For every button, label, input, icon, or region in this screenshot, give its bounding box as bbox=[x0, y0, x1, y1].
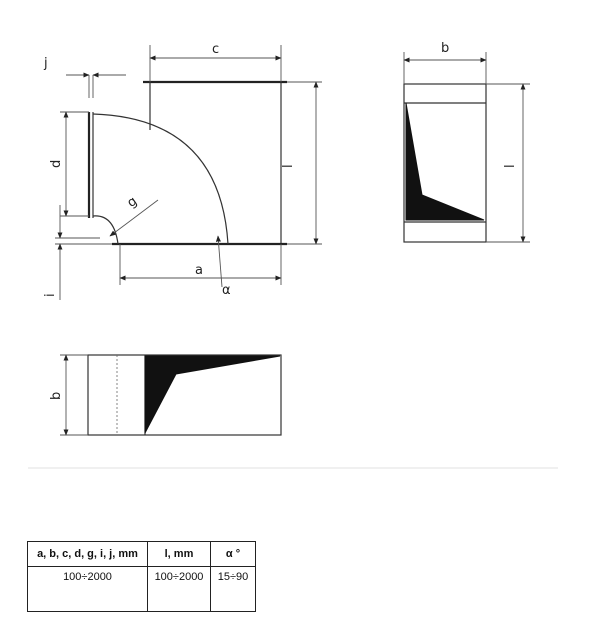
label-g: g bbox=[124, 193, 141, 211]
bottom-view-shading bbox=[145, 356, 280, 433]
spec-table bbox=[27, 541, 256, 612]
label-alpha: α bbox=[222, 283, 231, 298]
label-a: a bbox=[195, 263, 203, 278]
outer-elbow-curve bbox=[93, 114, 228, 244]
label-b-top: b bbox=[441, 41, 450, 56]
cell-dimensions-range: 100÷2000 bbox=[28, 567, 148, 612]
side-view bbox=[404, 41, 530, 242]
label-j: j bbox=[44, 56, 48, 71]
label-l-side: l bbox=[503, 164, 518, 168]
cell-angle-range: 15÷90 bbox=[211, 567, 256, 612]
table-header-row bbox=[28, 542, 256, 567]
cell-length-range: 100÷2000 bbox=[148, 567, 211, 612]
table-row bbox=[28, 567, 256, 612]
bottom-view bbox=[49, 355, 281, 435]
label-d: d bbox=[49, 159, 64, 168]
label-c: c bbox=[212, 42, 220, 57]
label-l-front: l bbox=[281, 164, 296, 168]
front-view bbox=[43, 42, 322, 300]
header-angle: α ° bbox=[211, 542, 256, 567]
side-view-shading bbox=[406, 103, 484, 220]
label-b-bottom: b bbox=[49, 391, 64, 400]
label-i: i bbox=[43, 293, 58, 297]
header-length: l, mm bbox=[148, 542, 211, 567]
header-dimensions: a, b, c, d, g, i, j, mm bbox=[28, 542, 148, 567]
inner-radius bbox=[93, 216, 118, 244]
